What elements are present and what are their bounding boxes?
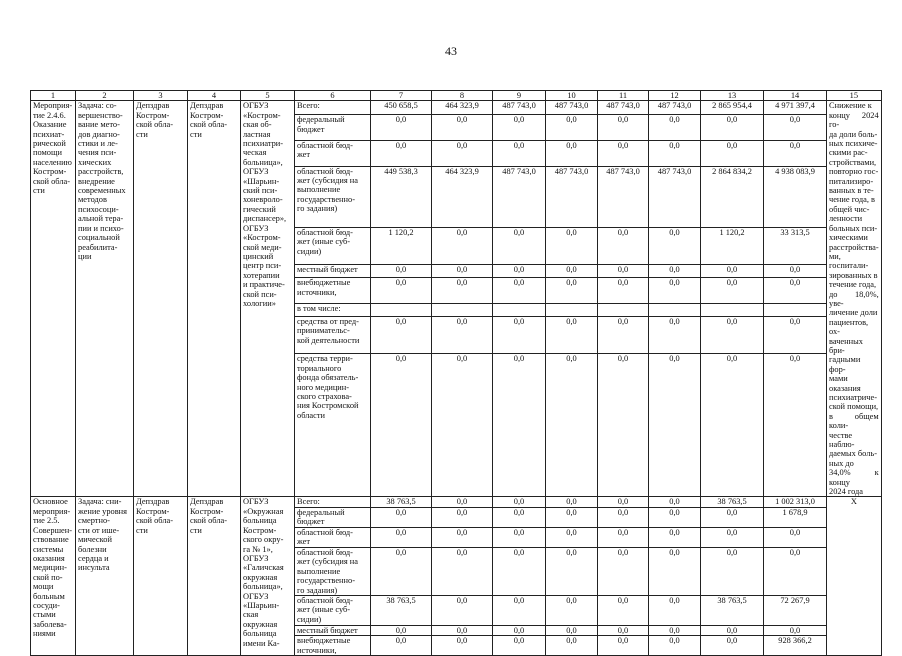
amount-cell: 0,0 — [649, 527, 701, 547]
amount-cell: 0,0 — [493, 227, 546, 264]
amount-cell: 0,0 — [649, 354, 701, 497]
amount-cell: 2 865 954,4 — [701, 101, 764, 115]
amount-cell: 0,0 — [598, 625, 649, 635]
amount-cell: 0,0 — [701, 278, 764, 303]
amount-cell: 487 743,0 — [598, 166, 649, 227]
amount-cell — [493, 303, 546, 316]
amount-cell: 0,0 — [546, 527, 598, 547]
amount-cell: 0,0 — [598, 547, 649, 595]
amount-cell: 0,0 — [432, 115, 493, 141]
funding-source-cell: внебюджетные источники, — [295, 278, 371, 303]
column-number: 11 — [598, 91, 649, 101]
funding-source-cell: местный бюджет — [295, 625, 371, 635]
amount-cell — [371, 303, 432, 316]
amount-cell: 0,0 — [432, 317, 493, 354]
amount-cell: 487 743,0 — [649, 166, 701, 227]
amount-cell — [432, 303, 493, 316]
amount-cell: 0,0 — [598, 115, 649, 141]
amount-cell: 0,0 — [493, 265, 546, 278]
amount-cell: 4 971 397,4 — [764, 101, 827, 115]
amount-cell: 0,0 — [701, 507, 764, 527]
amount-cell: 0,0 — [432, 227, 493, 264]
amount-cell: 0,0 — [598, 497, 649, 507]
amount-cell: 0,0 — [371, 636, 432, 656]
funding-source-cell: областной бюд- жет (иные суб- сидии) — [295, 227, 371, 264]
amount-cell: 0,0 — [493, 507, 546, 527]
amount-cell: 0,0 — [764, 317, 827, 354]
amount-cell: 72 267,9 — [764, 595, 827, 625]
amount-cell: 0,0 — [432, 507, 493, 527]
amount-cell: 38 763,5 — [371, 497, 432, 507]
amount-cell: 0,0 — [546, 265, 598, 278]
column-number: 4 — [188, 91, 241, 101]
amount-cell: 0,0 — [493, 527, 546, 547]
amount-cell: 0,0 — [649, 507, 701, 527]
amount-cell: 1 120,2 — [371, 227, 432, 264]
co-executor-cell: Депздрав Костром- ской обла- сти — [188, 497, 241, 656]
co-executor-cell: Депздрав Костром- ской обла- сти — [188, 101, 241, 497]
amount-cell: 0,0 — [546, 497, 598, 507]
amount-cell: 0,0 — [371, 507, 432, 527]
amount-cell: 1 002 313,0 — [764, 497, 827, 507]
column-number: 8 — [432, 91, 493, 101]
funding-source-cell: внебюджетные источники, — [295, 636, 371, 656]
amount-cell: 0,0 — [649, 140, 701, 166]
amount-cell — [649, 303, 701, 316]
amount-cell: 0,0 — [701, 354, 764, 497]
amount-cell: 0,0 — [371, 527, 432, 547]
amount-cell: 1 678,9 — [764, 507, 827, 527]
funding-source-cell: федеральный бюджет — [295, 507, 371, 527]
amount-cell: 0,0 — [546, 354, 598, 497]
amount-cell: 0,0 — [649, 265, 701, 278]
event-name-cell: Мероприя- тие 2.4.6. Оказание психиат- рической помощи населению Костром- ской обла- сти — [31, 101, 76, 497]
amount-cell: 0,0 — [493, 595, 546, 625]
amount-cell: 0,0 — [649, 317, 701, 354]
amount-cell: 0,0 — [598, 227, 649, 264]
amount-cell: 0,0 — [432, 625, 493, 635]
amount-cell: 0,0 — [701, 140, 764, 166]
amount-cell: 464 323,9 — [432, 166, 493, 227]
amount-cell: 450 658,5 — [371, 101, 432, 115]
amount-cell: 0,0 — [493, 354, 546, 497]
participant-cell: ОГБУЗ «Окружная больница Костром- ского окру- га № 1», ОГБУЗ «Галичская окружная больница», ОГБУЗ «Шарьин- ская окружная больница имени Ка- — [241, 497, 295, 656]
amount-cell: 0,0 — [493, 317, 546, 354]
amount-cell: 2 864 834,2 — [701, 166, 764, 227]
amount-cell: 487 743,0 — [546, 166, 598, 227]
amount-cell: 0,0 — [432, 265, 493, 278]
amount-cell: 0,0 — [598, 507, 649, 527]
amount-cell: 0,0 — [493, 636, 546, 656]
column-number: 13 — [701, 91, 764, 101]
amount-cell: 0,0 — [546, 278, 598, 303]
column-number: 2 — [76, 91, 134, 101]
amount-cell: 0,0 — [598, 354, 649, 497]
column-number: 15 — [827, 91, 882, 101]
amount-cell: 0,0 — [649, 115, 701, 141]
amount-cell: 0,0 — [701, 527, 764, 547]
amount-cell: 4 938 083,9 — [764, 166, 827, 227]
amount-cell: 0,0 — [764, 547, 827, 595]
amount-cell: 0,0 — [598, 140, 649, 166]
amount-cell: 0,0 — [371, 278, 432, 303]
funding-source-cell: Всего: — [295, 101, 371, 115]
amount-cell: 0,0 — [432, 595, 493, 625]
amount-cell — [598, 303, 649, 316]
amount-cell: 487 743,0 — [546, 101, 598, 115]
event-name-cell: Основное мероприя- тие 2.5. Совершен- ствование системы оказания медицин- ской по- мощи больным сосуди- стыми заболева- ниями — [31, 497, 76, 656]
amount-cell: 0,0 — [546, 115, 598, 141]
amount-cell: 0,0 — [649, 636, 701, 656]
amount-cell: 0,0 — [546, 227, 598, 264]
amount-cell: 0,0 — [493, 115, 546, 141]
amount-cell: 0,0 — [764, 354, 827, 497]
amount-cell: 0,0 — [598, 527, 649, 547]
amount-cell: 0,0 — [546, 636, 598, 656]
column-number: 12 — [649, 91, 701, 101]
funding-source-cell: средства от пред- принимательс- кой деятельности — [295, 317, 371, 354]
amount-cell: 0,0 — [764, 625, 827, 635]
amount-cell: 0,0 — [649, 227, 701, 264]
amount-cell: 0,0 — [764, 140, 827, 166]
amount-cell: 0,0 — [598, 317, 649, 354]
amount-cell: 38 763,5 — [701, 497, 764, 507]
amount-cell: 0,0 — [649, 547, 701, 595]
amount-cell: 0,0 — [649, 625, 701, 635]
amount-cell: 0,0 — [649, 278, 701, 303]
amount-cell: 0,0 — [701, 265, 764, 278]
amount-cell: 38 763,5 — [371, 595, 432, 625]
amount-cell: 0,0 — [649, 497, 701, 507]
amount-cell: 0,0 — [493, 625, 546, 635]
funding-source-cell: областной бюд- жет (иные суб- сидии) — [295, 595, 371, 625]
amount-cell: 0,0 — [371, 140, 432, 166]
amount-cell: 0,0 — [764, 527, 827, 547]
funding-source-cell: областной бюд- жет (субсидия на выполнение государственно- го задания) — [295, 547, 371, 595]
amount-cell: 0,0 — [432, 547, 493, 595]
amount-cell: 0,0 — [493, 547, 546, 595]
amount-cell: 0,0 — [546, 507, 598, 527]
amount-cell: 487 743,0 — [649, 101, 701, 115]
amount-cell: 0,0 — [371, 265, 432, 278]
amount-cell: 0,0 — [764, 115, 827, 141]
funding-source-cell: областной бюд- жет — [295, 527, 371, 547]
funding-source-cell: в том числе: — [295, 303, 371, 316]
amount-cell: 0,0 — [546, 595, 598, 625]
amount-cell: 0,0 — [701, 115, 764, 141]
responsible-executor-cell: Депздрав Костром- ской обла- сти — [134, 101, 188, 497]
amount-cell: 0,0 — [493, 278, 546, 303]
task-cell: Задача: со- вершенство- вание мето- дов диагно- стики и ле- чения пси- хических расстройств, внедрение современных методов психосоци- альной тера- пии и психо- социальной реабилита- ции — [76, 101, 134, 497]
amount-cell: 38 763,5 — [701, 595, 764, 625]
amount-cell: 0,0 — [546, 317, 598, 354]
amount-cell: 0,0 — [701, 625, 764, 635]
column-number: 6 — [295, 91, 371, 101]
column-number: 10 — [546, 91, 598, 101]
amount-cell — [764, 303, 827, 316]
page-number: 43 — [445, 44, 457, 58]
amount-cell: 0,0 — [371, 625, 432, 635]
column-number: 5 — [241, 91, 295, 101]
task-cell: Задача: сни- жение уровня смертно- сти от ише- мической болезни сердца и инсульта — [76, 497, 134, 656]
funding-source-cell: местный бюджет — [295, 265, 371, 278]
amount-cell: 0,0 — [371, 115, 432, 141]
amount-cell: 0,0 — [371, 317, 432, 354]
amount-cell: 0,0 — [546, 625, 598, 635]
funding-source-cell: Всего: — [295, 497, 371, 507]
participant-cell: ОГБУЗ «Костром- ская об- ластная психиатри- ческая больница», ОГБУЗ «Шарьин- ский пси- хоневроло- гический диспансер», ОГБУЗ «Костром- ской меди- цинский центр пси- хотерапии и практиче- ской пси- хологии» — [241, 101, 295, 497]
amount-cell: 0,0 — [764, 278, 827, 303]
amount-cell: 0,0 — [598, 265, 649, 278]
amount-cell: 0,0 — [701, 547, 764, 595]
amount-cell: 0,0 — [371, 354, 432, 497]
column-number: 1 — [31, 91, 76, 101]
amount-cell: 487 743,0 — [493, 166, 546, 227]
amount-cell: 33 313,5 — [764, 227, 827, 264]
amount-cell: 464 323,9 — [432, 101, 493, 115]
amount-cell: 0,0 — [371, 547, 432, 595]
funding-source-cell: областной бюд- жет — [295, 140, 371, 166]
amount-cell: 449 538,3 — [371, 166, 432, 227]
column-number: 9 — [493, 91, 546, 101]
amount-cell: 487 743,0 — [598, 101, 649, 115]
amount-cell — [546, 303, 598, 316]
amount-cell: 0,0 — [432, 497, 493, 507]
amount-cell: 0,0 — [649, 595, 701, 625]
expected-result-cell: Снижение к концу 2024 го- да доли боль- ных психиче- скими рас- стройствами, повторно гос- питализиро- ванных в те- чение года, в общей чис- ленности больных пси- хическими расстройства- ми, госпитали- зированных в течение года, до 18,0%, уве- личение доли пациентов, ох- ваченных бри- гадными фор- мами оказания психиатриче- ской помощи, в общем коли- честве наблю- даемых боль- ных до 34,0% к концу 2024 года — [827, 101, 882, 497]
funding-row — [31, 101, 882, 115]
amount-cell: 0,0 — [598, 278, 649, 303]
amount-cell: 0,0 — [432, 636, 493, 656]
amount-cell: 0,0 — [493, 140, 546, 166]
column-number-row — [31, 91, 882, 101]
funding-source-cell: областной бюд- жет (субсидия на выполнение государственно- го задания) — [295, 166, 371, 227]
amount-cell: 0,0 — [598, 636, 649, 656]
amount-cell: 1 120,2 — [701, 227, 764, 264]
responsible-executor-cell: Депздрав Костром- ской обла- сти — [134, 497, 188, 656]
amount-cell: 0,0 — [546, 547, 598, 595]
amount-cell: 0,0 — [598, 595, 649, 625]
column-number: 3 — [134, 91, 188, 101]
amount-cell: 0,0 — [432, 354, 493, 497]
amount-cell: 0,0 — [432, 278, 493, 303]
amount-cell: 0,0 — [493, 497, 546, 507]
amount-cell: 487 743,0 — [493, 101, 546, 115]
column-number: 7 — [371, 91, 432, 101]
amount-cell: 0,0 — [432, 527, 493, 547]
amount-cell: 0,0 — [546, 140, 598, 166]
funding-source-cell: федеральный бюджет — [295, 115, 371, 141]
column-number: 14 — [764, 91, 827, 101]
amount-cell: 0,0 — [764, 265, 827, 278]
amount-cell: 0,0 — [701, 317, 764, 354]
amount-cell: 0,0 — [432, 140, 493, 166]
amount-cell: 0,0 — [701, 636, 764, 656]
funding-row — [31, 497, 882, 507]
funding-source-cell: средства терри- ториального фонда обязатель- ного медицин- ского страхова- ния Костромской области — [295, 354, 371, 497]
program-table — [30, 90, 882, 656]
amount-cell: 928 366,2 — [764, 636, 827, 656]
amount-cell — [701, 303, 764, 316]
expected-result-cell: Х — [827, 497, 882, 656]
